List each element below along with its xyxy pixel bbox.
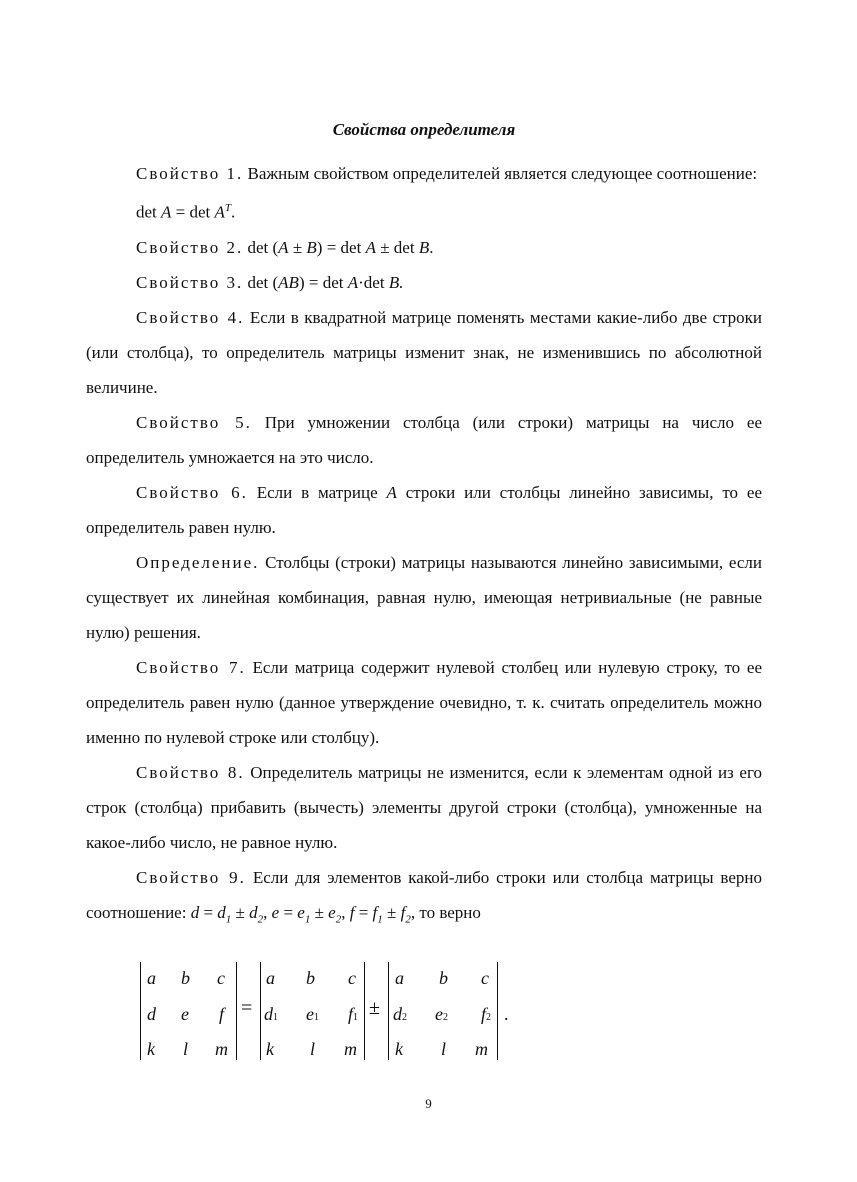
- formula-part: =: [279, 902, 298, 922]
- formula-var: f: [349, 902, 355, 922]
- formula-var: e: [271, 902, 280, 922]
- property-6: [86, 475, 762, 545]
- formula-var: A: [365, 237, 376, 257]
- matrix-cell: l: [310, 1039, 316, 1059]
- formula-part: ) = det: [298, 272, 348, 292]
- definition-label: Определение.: [136, 552, 260, 572]
- matrix-cell-subscript: 2: [443, 1012, 448, 1023]
- formula-var: A: [214, 202, 225, 222]
- page-number: 9: [425, 1096, 432, 1111]
- matrix-cell-var: f: [481, 1004, 487, 1024]
- determinant-right-1: [260, 962, 365, 1060]
- property-6-text: строки или столбцы линейно зависимы, то ее определитель равен нулю.: [86, 482, 762, 537]
- matrix-cell: c: [348, 968, 356, 988]
- matrix-cell: e: [181, 1004, 189, 1024]
- definition-text: Столбцы (строки) матрицы называются линейно зависимыми, если существует их линейная комбинация, равная нулю, имеющая нетривиальные (не равные нулю) решения.: [86, 552, 762, 642]
- matrix-cell: l: [441, 1039, 447, 1059]
- matrix-cell: a: [266, 968, 275, 988]
- formula-var: d: [249, 902, 258, 922]
- matrix-cell-var: d: [264, 1004, 273, 1024]
- property-5: [86, 405, 762, 475]
- formula-part: .: [231, 202, 236, 222]
- page-title: Свойства определителя: [332, 120, 516, 139]
- matrix-cell-subscript: 1: [314, 1012, 319, 1023]
- property-9: [86, 860, 762, 937]
- property-4-label: Свойство 4.: [136, 307, 245, 327]
- determinant-equation: [0, 962, 857, 1072]
- property-4-text: Если в квадратной матрице поменять местами какие-либо две строки (или столбца), то определитель матрицы изменит знак, не изменившись по абсолютной величине.: [86, 307, 762, 397]
- formula-var: A: [278, 237, 289, 257]
- formula-subscript: 2: [335, 913, 342, 926]
- matrix-cell: b: [306, 968, 315, 988]
- matrix-cell-subscript: 2: [402, 1012, 407, 1023]
- matrix-cell: [393, 1003, 407, 1029]
- property-1-formula: [86, 191, 762, 230]
- matrix-cell: m: [215, 1039, 228, 1059]
- property-5-label: Свойство 5.: [136, 412, 252, 432]
- formula-part: ,: [263, 902, 272, 922]
- formula-part: det: [136, 202, 162, 222]
- determinant-right-2: [388, 962, 498, 1060]
- matrix-cell: a: [147, 968, 156, 988]
- definition: [86, 545, 762, 650]
- matrix-cell: c: [217, 968, 225, 988]
- property-2-label: Свойство 2.: [136, 237, 244, 257]
- property-7: [86, 650, 762, 755]
- property-8: [86, 755, 762, 860]
- property-3: [86, 265, 762, 300]
- property-6-text: Если в матрице: [247, 482, 387, 502]
- formula-var: A: [161, 202, 172, 222]
- formula-part: .: [429, 237, 434, 257]
- property-8-label: Свойство 8.: [136, 762, 245, 782]
- matrix-cell: k: [147, 1039, 155, 1059]
- formula-part: ±: [231, 902, 250, 922]
- property-9-text: Если для элементов какой-либо строки или столбца матрицы верно соотношение:: [86, 867, 762, 922]
- formula-part: det (: [243, 237, 279, 257]
- equation-period: .: [504, 1004, 509, 1024]
- matrix-cell: k: [266, 1039, 274, 1059]
- formula-subscript: 2: [257, 913, 264, 926]
- property-1: [86, 156, 762, 191]
- formula-var: B.: [388, 272, 404, 292]
- matrix-cell-subscript: 1: [273, 1012, 278, 1023]
- formula-subscript: 2: [405, 913, 411, 926]
- formula-var: B: [418, 237, 430, 257]
- formula-part: ±: [310, 902, 329, 922]
- matrix-cell-var: f: [348, 1004, 354, 1024]
- property-9-text: , то верно: [410, 902, 481, 922]
- formula-var: e: [297, 902, 305, 922]
- matrix-cell: [264, 1003, 278, 1029]
- formula-var: d: [217, 902, 226, 922]
- property-8-text: Определитель матрицы не изменится, если к элементам одной из его строк (столбца) прибавить (вычесть) элементы другой строки (столбца), умноженные на какое-либо число, не равное нулю.: [86, 762, 762, 852]
- formula-var: d: [190, 902, 200, 922]
- matrix-cell: b: [439, 968, 448, 988]
- determinant-left: [140, 962, 237, 1060]
- formula-part: ,: [341, 902, 350, 922]
- formula-subscript: 1: [377, 913, 383, 926]
- formula-part: =: [199, 902, 218, 922]
- formula-part: =: [354, 902, 373, 922]
- matrix-cell-subscript: 1: [353, 1012, 359, 1023]
- formula-var: e: [328, 902, 336, 922]
- matrix-cell-var: e: [306, 1004, 314, 1024]
- property-2: [86, 230, 762, 265]
- matrix-cell-subscript: 2: [486, 1012, 492, 1023]
- property-5-text: При умножении столбца (или строки) матрицы на число ее определитель умножается на это число.: [86, 412, 763, 467]
- matrix-cell: l: [183, 1039, 189, 1059]
- matrix-cell-var: d: [393, 1004, 402, 1024]
- formula-part: ±: [382, 902, 401, 922]
- property-4: [86, 300, 762, 405]
- property-3-label: Свойство 3.: [136, 272, 244, 292]
- matrix-cell: d: [147, 1004, 156, 1024]
- formula-part: ) = det: [316, 237, 366, 257]
- matrix-cell: f: [219, 1004, 225, 1024]
- formula-part: det (: [243, 272, 279, 292]
- matrix-cell: [481, 1003, 491, 1029]
- property-7-label: Свойство 7.: [136, 657, 246, 677]
- property-7-text: Если матрица содержит нулевой столбец или нулевую строку, то ее определитель равен нулю (данное утверждение очевидно, т. к. считать определитель можно именно по нулевой строке или столбцу).: [86, 657, 763, 747]
- formula-var: B: [306, 237, 317, 257]
- matrix-cell: a: [395, 968, 404, 988]
- formula-var: f: [372, 902, 378, 922]
- transpose-superscript: T: [224, 202, 232, 214]
- property-9-label: Свойство 9.: [136, 867, 246, 887]
- matrix-cell: m: [344, 1039, 357, 1059]
- formula-part: = det: [171, 202, 215, 222]
- matrix-cell: [348, 1003, 358, 1029]
- formula-part: ·det: [358, 272, 389, 292]
- formula-var: AB: [278, 272, 299, 292]
- matrix-cell: m: [475, 1039, 488, 1059]
- property-6-label: Свойство 6.: [136, 482, 248, 502]
- matrix-cell-var: e: [435, 1004, 443, 1024]
- formula-part: ±: [288, 237, 307, 257]
- property-1-label: Свойство 1.: [136, 164, 244, 183]
- matrix-cell: b: [181, 968, 190, 988]
- page-content: [86, 118, 762, 937]
- equals-sign: =: [241, 997, 253, 1019]
- formula-part: ± det: [375, 237, 419, 257]
- formula-var: f: [400, 902, 406, 922]
- matrix-cell: [435, 1003, 448, 1029]
- formula-subscript: 1: [225, 913, 232, 926]
- formula-subscript: 1: [304, 913, 311, 926]
- formula-var: A: [386, 482, 397, 502]
- property-1-text: Важным свойством определителей является следующее соотношение:: [243, 164, 758, 183]
- matrix-cell: [306, 1003, 319, 1029]
- formula-var: A: [347, 272, 359, 292]
- plus-minus-sign: ±: [369, 997, 380, 1019]
- matrix-cell: k: [395, 1039, 403, 1059]
- matrix-cell: c: [481, 968, 489, 988]
